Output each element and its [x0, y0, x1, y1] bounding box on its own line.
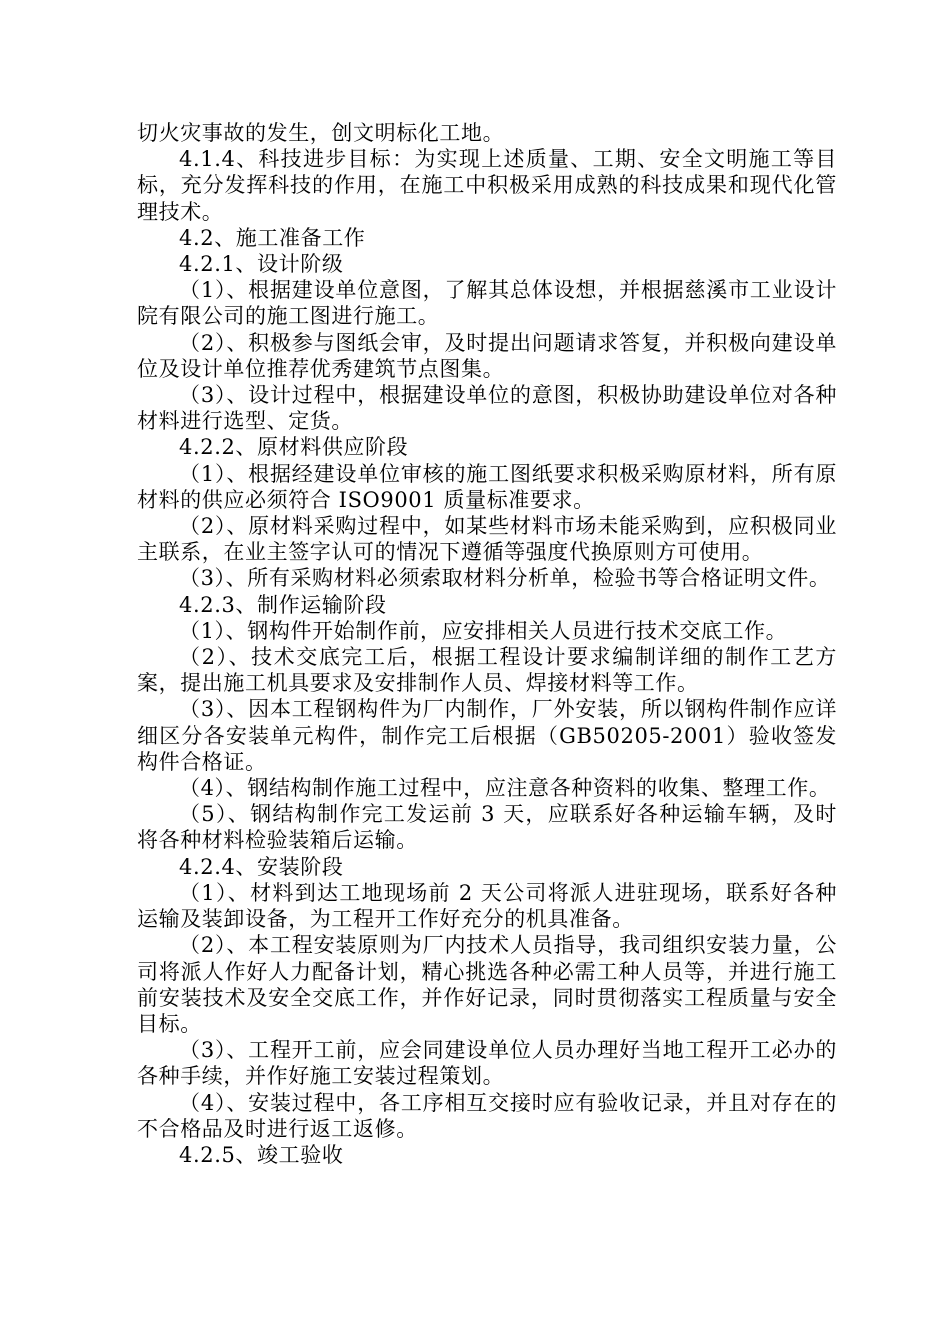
paragraph-material-1: （1）、根据经建设单位审核的施工图纸要求积极采购原材料，所有原材料的供应必须符合 ISO9001 质量标准要求。	[137, 461, 837, 512]
paragraph-fabrication-5: （5）、钢结构制作完工发运前 3 天，应联系好各种运输车辆，及时将各种材料检验装箱后运输。	[137, 802, 837, 853]
heading-construction-prep: 4.2、施工准备工作	[179, 225, 366, 250]
paragraph-design-3: （3）、设计过程中，根据建设单位的意图，积极协助建设单位对各种材料进行选型、定货。	[137, 383, 837, 434]
paragraph-installation-3: （3）、工程开工前，应会同建设单位人员办理好当地工程开工必办的各种手续，并作好施工安装过程策划。	[137, 1038, 837, 1089]
paragraph-fabrication-3: （3）、因本工程钢构件为厂内制作，厂外安装，所以钢构件制作应详细区分各安装单元构件，制作完工后根据（GB50205-2001）验收签发构件合格证。	[137, 697, 837, 774]
paragraph-material-3: （3）、所有采购材料必须索取材料分析单，检验书等合格证明文件。	[179, 566, 831, 591]
paragraph-fabrication-2: （2）、技术交底完工后，根据工程设计要求编制详细的制作工艺方案，提出施工机具要求及安排制作人员、焊接材料等工作。	[137, 645, 837, 696]
heading-installation: 4.2.4、安装阶段	[179, 854, 344, 879]
paragraph-material-2: （2）、原材料采购过程中，如某些材料市场未能采购到，应积极同业主联系，在业主签字认可的情况下遵循等强度代换原则方可使用。	[137, 514, 837, 565]
paragraph-fabrication-4: （4）、钢结构制作施工过程中，应注意各种资料的收集、整理工作。	[179, 776, 831, 801]
heading-fabrication-transport: 4.2.3、制作运输阶段	[179, 592, 387, 617]
paragraph-fire-safety: 切火灾事故的发生，创文明标化工地。	[137, 121, 505, 145]
paragraph-installation-4: （4）、安装过程中，各工序相互交接时应有验收记录，并且对存在的不合格品及时进行返工返修。	[137, 1090, 837, 1141]
paragraph-tech-goal: 4.1.4、科技进步目标：为实现上述质量、工期、安全文明施工等目标，充分发挥科技的作用，在施工中积极采用成熟的科技成果和现代化管理技术。	[137, 147, 837, 224]
paragraph-design-1: （1）、根据建设单位意图，了解其总体设想，并根据慈溪市工业设计院有限公司的施工图进行施工。	[137, 278, 837, 329]
paragraph-installation-1: （1）、材料到达工地现场前 2 天公司将派人进驻现场，联系好各种运输及装卸设备，为工程开工作好充分的机具准备。	[137, 880, 837, 932]
paragraph-installation-2: （2）、本工程安装原则为厂内技术人员指导，我司组织安装力量，公司将派人作好人力配备计划，精心挑选各种必需工种人员等，并进行施工前安装技术及安全交底工作，并作好记录，同时贯彻落实工程质量与安全目标。	[137, 933, 837, 1036]
heading-material-supply: 4.2.2、原材料供应阶段	[179, 435, 409, 460]
heading-design-stage: 4.2.1、设计阶级	[179, 252, 344, 277]
document-body	[137, 120, 837, 1168]
heading-completion-acceptance: 4.2.5、竣工验收	[179, 1142, 344, 1167]
paragraph-design-2: （2）、积极参与图纸会审，及时提出问题请求答复，并积极向建设单位及设计单位推荐优秀建筑节点图集。	[137, 330, 837, 381]
paragraph-fabrication-1: （1）、钢构件开始制作前，应安排相关人员进行技术交底工作。	[179, 618, 788, 643]
